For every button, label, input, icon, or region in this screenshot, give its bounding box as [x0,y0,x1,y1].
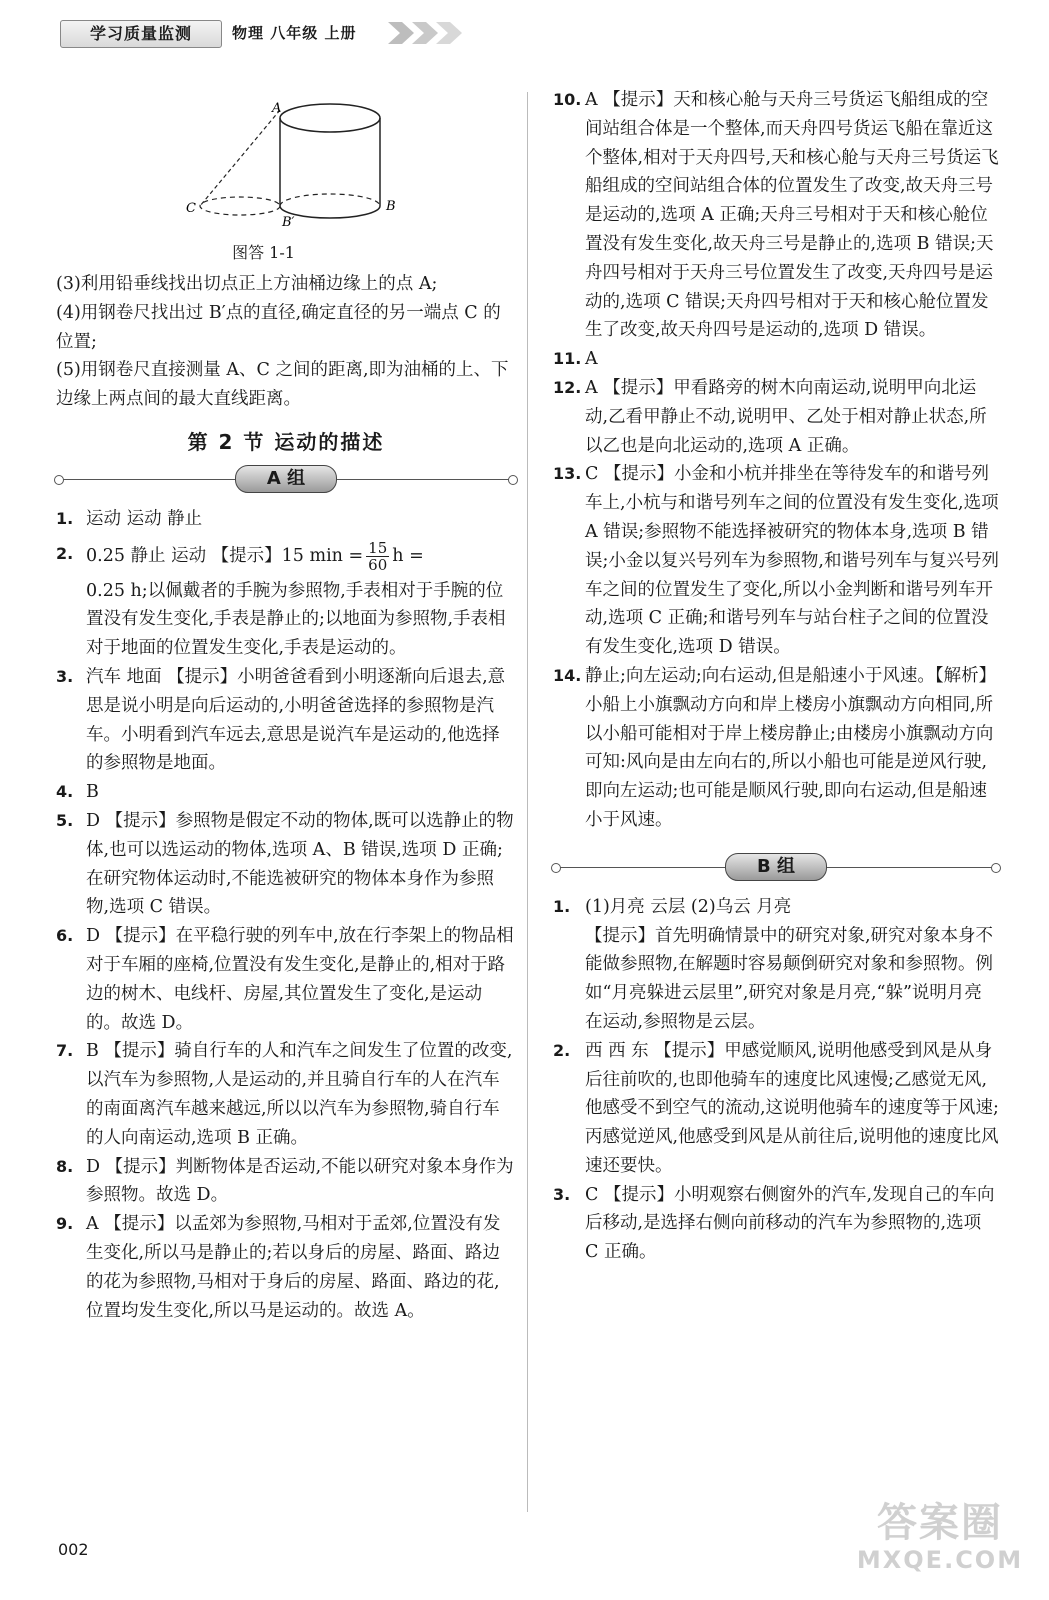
group-a-header [56,463,516,497]
answer-item: 2. 西 西 东 【提示】甲感觉顺风,说明他感受到风是从身后往前吹的,也即他骑车的速度比风速慢;乙感觉无风,他感受不到空气的流动,这说明他骑车的速度等于风速;丙感觉逆风,他感受到风是从前往后,说明他的速度比风速还要快。 [553,1040,999,1176]
answer-item: 4. B [56,782,99,803]
answer-item: 13. C 【提示】小金和小杭并排坐在等待发车的和谐号列车上,小杭与和谐号列车之间的位置没有发生变化,选项 A 错误;参照物不能选择被研究的物体本身,选项 B 错误;小金以复兴号列车为参照物,和谐号列车与复兴号列车之间的位置发生了变化,所以小金判断和谐号列车开动,选项 C 正确;和谐号列车与站台柱子之间的位置没有发生变化,选项 D 错误。 [553,464,999,658]
answer-item: 12. A 【提示】甲看路旁的树木向南运动,说明甲向北运动,乙看甲静止不动,说明甲、乙处于相对静止状态,所以乙也是向北运动的,选项 A 正确。 [553,377,987,456]
answer-item: 6. D 【提示】在平稳行驶的列车中,放在行李架上的物品相对于车厢的座椅,位置没有发生变化,是静止的,相对于路边的树木、电线杆、房屋,其位置发生了变化,是运动的。故选 D。 [56,926,514,1033]
answer-item: 1. 运动 运动 静止 [56,508,203,529]
answer-item: 5. D 【提示】参照物是假定不动的物体,既可以选静止的物体,也可以选运动的物体,选项 A、B 错误,选项 D 正确;在研究物体运动时,不能选被研究的物体本身作为参照物,选项 C 错误。 [56,810,514,918]
label-c: C [186,201,196,216]
answer-item: 8. D 【提示】判断物体是否运动,不能以研究对象本身作为参照物。故选 D。 [56,1156,514,1206]
subject-label: 物理 八年级 上册 [232,24,357,42]
answer-item: 3. 汽车 地面 【提示】小明爸爸看到小明逐渐向后退去,意思是说小明是向后运动的,小明爸爸选择的参照物是汽车。小明看到汽车远去,意思是说汽车是运动的,他选择的参照物是地面。 [56,666,506,774]
brand-label: 学习质量监测 [60,20,222,48]
label-b-prime: B′ [282,215,295,230]
label-b: B [386,199,396,214]
answer-item: 2. 0.25 静止 运动 【提示】15 min = $\frac{15}{60}$ h = 0.25 h;以佩戴者的手腕为参照物,手表相对于手腕的位置没有发生变化,手表是静止的;以地面为参照物,手表相对于地面的位置发生变化,手表是运动的。 [56,538,506,659]
group-b-header [553,851,999,885]
page-header [60,16,480,50]
answer-item: 3. C 【提示】小明观察右侧窗外的汽车,发现自己的车向后移动,是选择右侧向前移动的汽车为参照物的,选项 C 正确。 [553,1184,995,1263]
answer-item: 1. (1)月亮 云层 (2)乌云 月亮 【提示】首先明确情景中的研究对象,研究对象本身不能做参照物,在解题时容易颠倒研究对象和参照物。例如“月亮躲进云层里”,研究对象是月亮,“躲”说明月亮在运动,参照物是云层。 [553,896,994,1032]
answer-item: 7. B 【提示】骑自行车的人和汽车之间发生了位置的改变,以汽车为参照物,人是运动的,并且骑自行车的人在汽车的南面离汽车越来越远,所以以汽车为参照物,骑自行车的人向南运动,选项 B 正确。 [56,1041,513,1148]
fraction: $\frac{15}{60}$ [368,538,388,574]
figure-caption: 图答 1-1 [232,243,295,262]
intro-line: (3)利用铅垂线找出切点正上方油桶边缘上的点 A; [56,274,438,294]
intro-line: (5)用钢卷尺直接测量 A、C 之间的距离,即为油桶的上、下边缘上两点间的最大直线距离。 [56,360,509,410]
section-title: 第 2 节 运动的描述 [187,429,385,454]
answer-item: 9. A 【提示】以孟郊为参照物,马相对于孟郊,位置没有发生变化,所以马是静止的;若以身后的房屋、路面、路边的花为参照物,马相对于身后的房屋、路面、路边的花,位置均发生变化,所以马是运动的。故选 A。 [56,1214,501,1321]
group-b-label: B 组 [725,853,827,881]
group-a-label: A 组 [235,465,337,493]
answer-item: 10. A 【提示】天和核心舱与天舟三号货运飞船组成的空间站组合体是一个整体,而天舟四号货运飞船在靠近这个整体,相对于天舟四号,天和核心舱与天舟三号货运飞船组成的空间站组合体的位置发生了改变,故天舟三号是运动的,选项 A 正确;天舟三号相对于天和核心舱位置没有发生变化,故天舟三号是静止的,选项 B 错误;天舟四号相对于天舟三号位置发生了改变,天舟四号是运动的,选项 C 错误;天舟四号相对于天和核心舱位置发生了改变,故天舟四号是运动的,选项 D 错误。 [553,90,999,341]
right-column [553,86,999,1267]
left-column [56,270,516,1325]
watermark-logo: 答案圈 MXQE.COM [856,1500,1024,1574]
label-a: A [272,101,282,116]
intro-line: (4)用钢卷尺找出过 B′点的直径,确定直径的另一端点 C 的位置; [56,302,501,352]
column-divider [527,92,528,1512]
chevron-right-icon [388,20,468,46]
answer-item: 11. A [553,349,598,370]
page-number: 002 [58,1540,89,1559]
cylinder-diagram [180,100,420,230]
answer-item: 14. 静止;向左运动;向右运动,但是船速小于风速。【解析】小船上小旗飘动方向和岸上楼房小旗飘动方向相同,所以小船可能相对于岸上楼房静止;由楼房小旗飘动方向可知:风向是由左向右的,所以小船也可能是逆风行驶,即向左运动;也可能是顺风行驶,即向右运动,但是船速小于风速。 [553,665,997,830]
